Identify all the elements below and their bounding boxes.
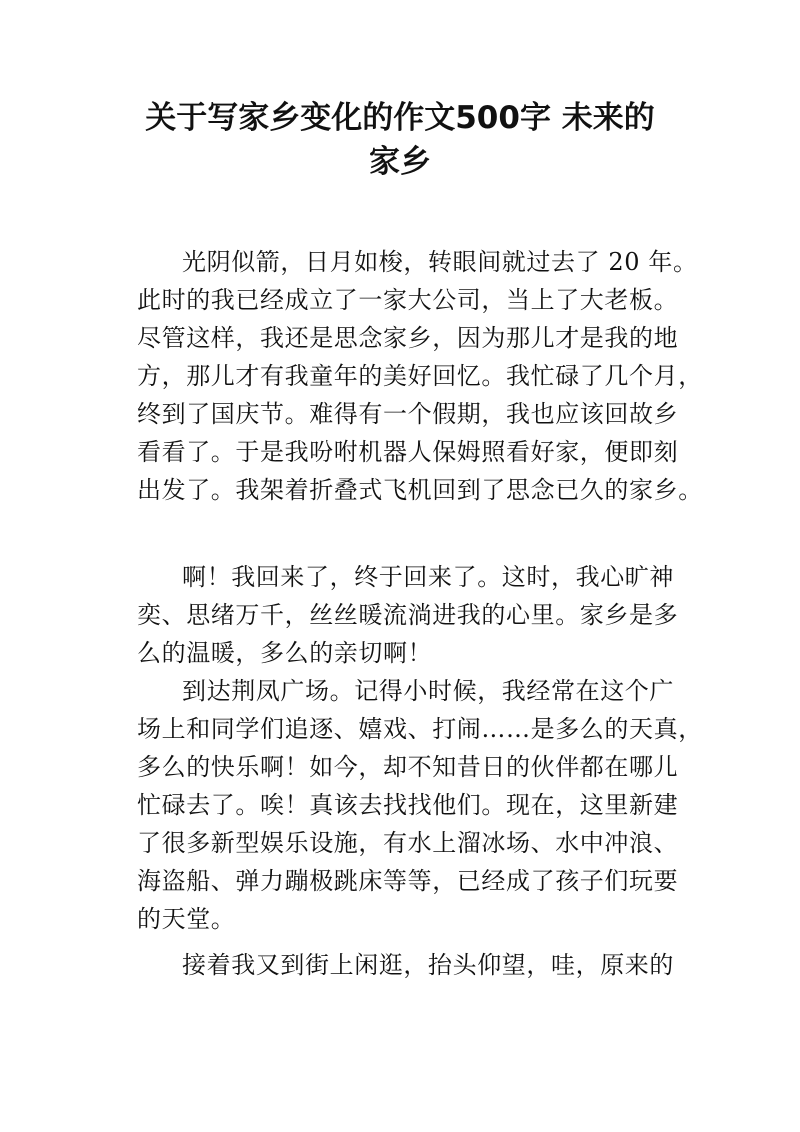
text-line: 场上和同学们追逐、嬉戏、打闹……是多么的天真， bbox=[137, 715, 703, 743]
paragraph-first-line: 到达荆凤广场。记得小时候，我经常在这个广 bbox=[182, 677, 674, 705]
document-title bbox=[120, 96, 680, 184]
text-line: 终到了国庆节。难得有一个假期，我也应该回故乡 bbox=[137, 400, 679, 428]
title-line: 关于写家乡变化的作文500字 未来的 bbox=[145, 100, 655, 136]
paragraph-first-line: 光阴似箭，日月如梭，转眼间就过去了 20 年。 bbox=[182, 248, 698, 276]
paragraph-first-line: 啊！我回来了，终于回来了。这时，我心旷神 bbox=[182, 563, 674, 591]
text-line: 看看了。于是我吩咐机器人保姆照看好家，便即刻 bbox=[137, 438, 679, 466]
paragraph-first-line: 接着我又到街上闲逛，抬头仰望，哇，原来的 bbox=[182, 951, 674, 979]
text-line: 出发了。我架着折叠式飞机回到了思念已久的家乡。 bbox=[137, 476, 703, 504]
title-line: 家乡 bbox=[369, 144, 431, 180]
text-line: 的天堂。 bbox=[137, 905, 236, 933]
text-line: 海盗船、弹力蹦极跳床等等，已经成了孩子们玩要 bbox=[137, 867, 679, 895]
text-line: 么的温暖，多么的亲切啊！ bbox=[137, 639, 433, 667]
text-line: 奕、思绪万千，丝丝暖流淌进我的心里。家乡是多 bbox=[137, 601, 679, 629]
text-line: 多么的快乐啊！如今，却不知昔日的伙伴都在哪儿 bbox=[137, 753, 679, 781]
text-line: 忙碌去了。唉！真该去找找他们。现在，这里新建 bbox=[137, 791, 679, 819]
text-line: 了很多新型娱乐设施，有水上溜冰场、水中冲浪、 bbox=[137, 829, 679, 857]
text-line: 方，那儿才有我童年的美好回忆。我忙碌了几个月， bbox=[137, 362, 703, 390]
text-line: 尽管这样，我还是思念家乡，因为那儿才是我的地 bbox=[137, 324, 679, 352]
text-line: 此时的我已经成立了一家大公司，当上了大老板。 bbox=[137, 286, 679, 314]
